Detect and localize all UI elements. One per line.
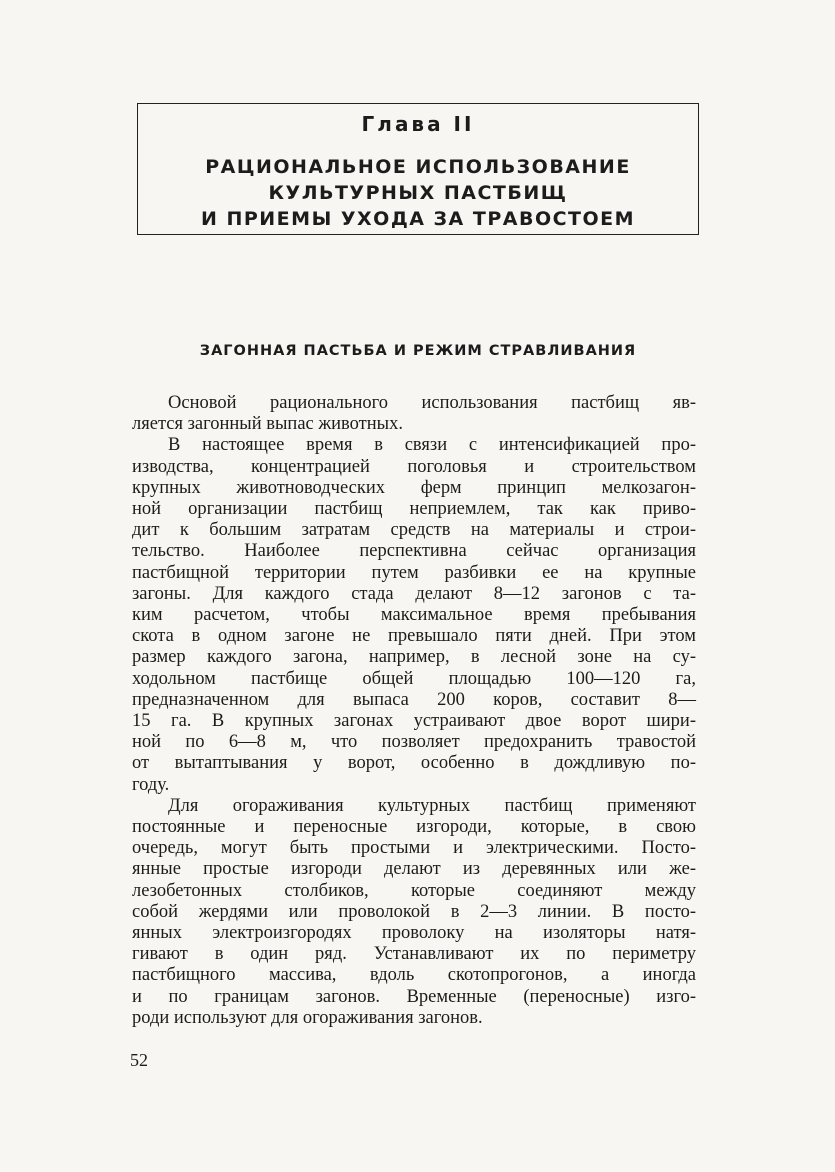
text-line: ким расчетом, чтобы максимальное время пребывания	[132, 605, 696, 626]
text-line: янных электроизгородях проволоку на изоляторы натя-	[132, 923, 696, 944]
text-line: размер каждого загона, например, в лесной зоне на су-	[132, 647, 696, 668]
text-line: изводства, концентрацией поголовья и строительством	[132, 456, 696, 477]
text-line: Для огораживания культурных пастбищ применяют	[168, 795, 696, 816]
text-line: янные простые изгороди делают из деревянных или же-	[132, 859, 696, 880]
text-line: Основой рационального использования пастбищ яв-	[168, 393, 696, 413]
text-line: году.	[132, 774, 170, 795]
chapter-label: Глава II	[361, 112, 475, 136]
chapter-title-line: РАЦИОНАЛЬНОЕ ИСПОЛЬЗОВАНИЕ	[205, 156, 631, 178]
text-line: и по границам загонов. Временные (переносные) изго-	[132, 986, 696, 1007]
text-line: постоянные и переносные изгороди, которые, в свою	[132, 817, 696, 838]
text-line: загоны. Для каждого стада делают 8—12 загонов с та-	[132, 583, 696, 604]
text-line: 15 га. В крупных загонах устраивают двое ворот шири-	[132, 711, 696, 732]
text-line: лезобетонных столбиков, которые соединяют между	[132, 880, 696, 901]
text-line: от вытаптывания у ворот, особенно в дождливую по-	[132, 753, 696, 774]
text-line: дит к большим затратам средств на материалы и строи-	[132, 520, 696, 541]
chapter-title-line: КУЛЬТУРНЫХ ПАСТБИЩ	[268, 182, 568, 204]
text-line: ходольном пастбище общей площадью 100—120 га,	[132, 668, 696, 689]
text-line: тельство. Наиболее перспективна сейчас организация	[132, 541, 696, 562]
chapter-header	[137, 103, 699, 235]
text-line: пастбищного массива, вдоль скотопрогонов, а иногда	[132, 965, 696, 986]
text-line: роди используют для огораживания загонов.	[132, 1007, 483, 1028]
text-line: крупных животноводческих ферм принцип мелкозагон-	[132, 477, 696, 498]
section-title: ЗАГОННАЯ ПАСТЬБА И РЕЖИМ СТРАВЛИВАНИЯ	[199, 343, 637, 359]
text-line: очередь, могут быть простыми и электрическими. Посто-	[132, 838, 696, 859]
paragraph	[132, 796, 696, 1029]
text-line: пастбищной территории путем разбивки ее на крупные	[132, 562, 696, 583]
text-line: В настоящее время в связи с интенсификацией про-	[168, 435, 696, 456]
text-line: ной по 6—8 м, что позволяет предохранить травостой	[132, 732, 696, 753]
text-line: ной организации пастбищ неприемлем, так как приво-	[132, 499, 696, 520]
paragraph	[132, 435, 696, 795]
chapter-title-line: И ПРИЕМЫ УХОДА ЗА ТРАВОСТОЕМ	[200, 208, 636, 230]
text-line: скота в одном загоне не превышало пяти дней. При этом	[132, 626, 696, 647]
text-line: ляется загонный выпас животных.	[132, 414, 403, 435]
text-line: собой жердями или проволокой в 2—3 линии. В посто-	[132, 901, 696, 922]
text-line: предназначенном для выпаса 200 коров, составит 8—	[132, 689, 696, 710]
paragraph	[132, 393, 696, 435]
page-number: 52	[130, 1050, 148, 1070]
body-text	[132, 393, 696, 1029]
chapter-title	[138, 154, 698, 232]
text-line: гивают в один ряд. Устанавливают их по периметру	[132, 944, 696, 965]
